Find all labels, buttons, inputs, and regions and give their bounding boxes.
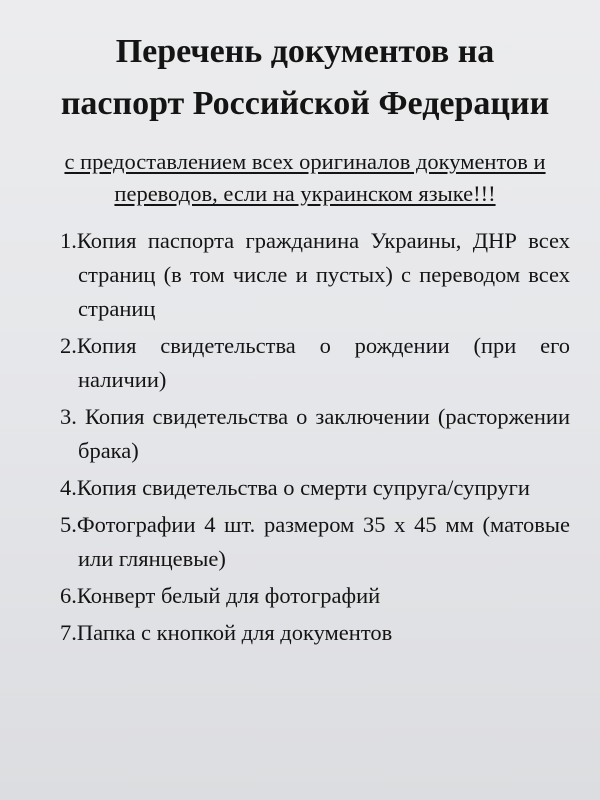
list-item: [60, 224, 570, 326]
item-number: 1.: [60, 228, 77, 253]
document-title: Перечень документов на паспорт Российской Федерации: [60, 33, 550, 122]
item-text: Копия свидетельства о смерти супруга/супруги: [76, 475, 530, 500]
item-text: Копия свидетельства о рождении (при его наличии): [76, 333, 570, 392]
item-text: Копия паспорта гражданина Украины, ДНР всех страниц (в том числе и пустых) с переводом всех страниц: [76, 228, 570, 321]
item-number: 2.: [60, 333, 77, 358]
item-number: 3.: [60, 404, 85, 429]
item-text: Папка с кнопкой для документов: [76, 620, 393, 645]
documents-list: [40, 224, 570, 650]
document-subtitle: с предоставлением всех оригиналов документов и переводов, если на украинском языке!!!: [64, 149, 546, 206]
list-item: [60, 471, 570, 505]
item-text: Конверт белый для фотографий: [76, 583, 381, 608]
item-number: 5.: [60, 512, 77, 537]
list-item: [60, 579, 570, 613]
item-text: Копия свидетельства о заключении (расторжении брака): [78, 404, 571, 463]
item-number: 7.: [60, 620, 77, 645]
item-number: 6.: [60, 583, 77, 608]
list-item: [60, 508, 570, 576]
list-item: [60, 329, 570, 397]
list-item: [60, 616, 570, 650]
item-number: 4.: [60, 475, 77, 500]
list-item: [60, 400, 570, 468]
item-text: Фотографии 4 шт. размером 35 х 45 мм (матовые или глянцевые): [76, 512, 570, 571]
